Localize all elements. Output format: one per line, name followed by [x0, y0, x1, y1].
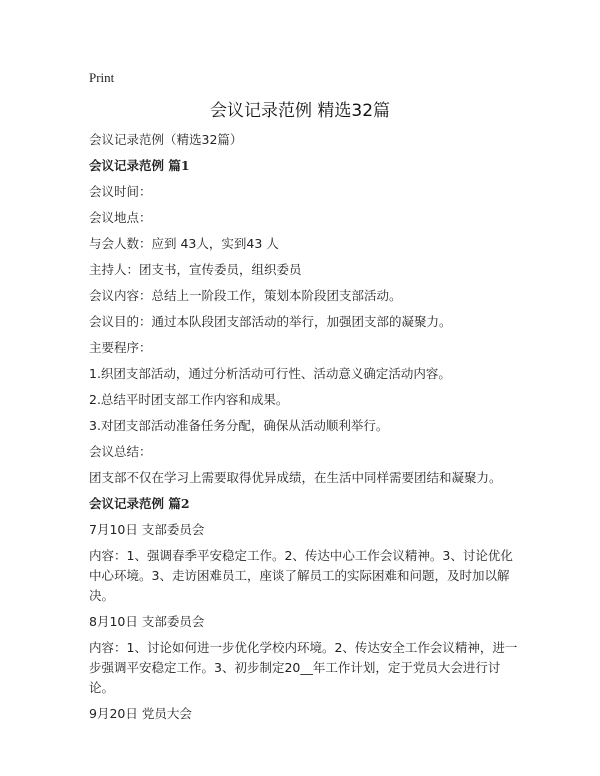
section-heading: 会议记录范例 篇1	[89, 158, 190, 173]
paragraph: 3.对团支部活动准备任务分配，确保从活动顺利举行。	[89, 418, 389, 433]
paragraph: 会议时间：	[89, 184, 152, 199]
section-heading: 会议记录范例 篇2	[89, 496, 190, 511]
page-title: 会议记录范例 精选32篇	[209, 101, 391, 121]
paragraph: 会议目的：通过本队段团支部活动的举行，加强团支部的凝聚力。	[89, 314, 452, 329]
paragraph: 9月20日 党员大会	[89, 706, 192, 721]
paragraph: 7月10日 支部委员会	[89, 522, 205, 537]
paragraph: 内容：1、讨论如何进一步优化学校内环境。2、传达安全工作会议精神，进一步强调平安稳定工作。3、初步制定20__年工作计划，定于党员大会进行讨论。	[89, 640, 518, 695]
paragraph: 会议地点：	[89, 210, 152, 225]
paragraph: 8月10日 支部委员会	[89, 614, 205, 629]
paragraph: 会议总结：	[89, 444, 152, 459]
paragraph: 1.织团支部活动，通过分析活动可行性、活动意义确定活动内容。	[89, 366, 451, 381]
paragraph: 与会人数：应到 43人，实到43 人	[89, 236, 279, 251]
subtitle: 会议记录范例（精选32篇）	[89, 132, 243, 147]
print-link[interactable]: Print	[89, 70, 115, 85]
document-body	[89, 130, 519, 730]
paragraph: 2.总结平时团支部工作内容和成果。	[89, 392, 289, 407]
paragraph: 团支部不仅在学习上需要取得优异成绩，在生活中同样需要团结和凝聚力。	[89, 470, 502, 485]
paragraph: 主持人：团支书，宣传委员，组织委员	[89, 262, 302, 277]
paragraph: 主要程序：	[89, 340, 152, 355]
paragraph: 会议内容：总结上一阶段工作，策划本阶段团支部活动。	[89, 288, 402, 303]
paragraph: 内容：1、强调春季平安稳定工作。2、传达中心工作会议精神。3、讨论优化中心环境。3、走访困难员工，座谈了解员工的实际困难和问题，及时加以解决。	[89, 548, 513, 603]
